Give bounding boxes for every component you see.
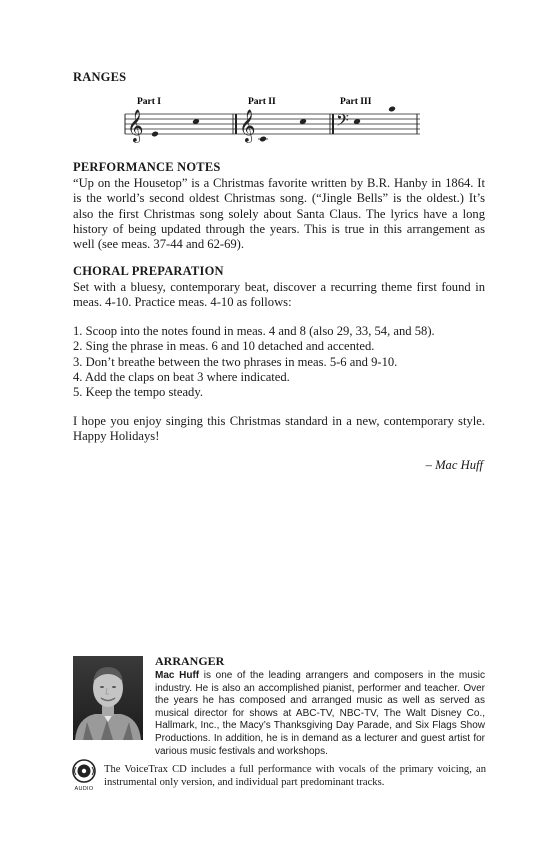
treble-clef-icon: 𝄞 xyxy=(127,109,144,142)
ranges-heading: RANGES xyxy=(73,70,127,84)
arranger-bio-text: is one of the leading arrangers and composers in the music industry. He is also an accomplished pianist, performer and teacher. Over the years he has composed and arranged music as well as served as musical director for shows at ABC-TV, NBC-TV, The Walt Disney Co., Hallmark, Inc., the Macy’s Thanksgiving Day Parade, and Six Flags Show Productions. In addition, he is in demand as a lecturer and guest artist for various music festivals and workshops. xyxy=(155,670,485,757)
performance-notes-text: “Up on the Housetop” is a Christmas favorite written by B.R. Hanby in 1864. It is the world’s second oldest Christmas song. (“Jingle Bells” is the oldest.) It’s also the first Christmas song solely about Santa Claus. The lyrics have a long history of being updated through the years. This is true in this arrangement as well (see meas. 37-44 and 62-69). xyxy=(73,176,485,252)
arranger-bio xyxy=(155,670,485,758)
note-part1-low xyxy=(151,131,159,138)
choral-preparation-intro: Set with a bluesy, contemporary beat, discover a recurring theme first found in meas. 4-10. Practice meas. 4-10 as follows: xyxy=(73,280,485,310)
treble-clef-icon-2: 𝄞 xyxy=(239,109,256,142)
closing-text: I hope you enjoy singing this Christmas standard in a new, contemporary style. Happy Holidays! xyxy=(73,414,485,444)
practice-step: 3. Don’t breathe between the two phrases in meas. 5-6 and 9-10. xyxy=(73,354,398,369)
ranges-staff xyxy=(120,92,425,150)
audio-footnote: The VoiceTrax CD includes a full performance with vocals of the primary voicing, an instrumental only version, and individual part predominant tracks. xyxy=(104,764,486,789)
audio-cd-icon xyxy=(72,759,96,785)
arranger-heading: ARRANGER xyxy=(155,654,225,668)
audio-label: AUDIO xyxy=(74,786,94,792)
practice-step: 2. Sing the phrase in meas. 6 and 10 detached and accented. xyxy=(73,339,375,354)
arranger-photo xyxy=(73,656,143,740)
part-3-label: Part III xyxy=(340,97,372,107)
practice-step: 1. Scoop into the notes found in meas. 4 and 8 (also 29, 33, 54, and 58). xyxy=(73,324,435,338)
practice-step: 5. Keep the tempo steady. xyxy=(73,385,203,400)
arranger-name: Mac Huff xyxy=(155,670,200,681)
bass-clef-icon: 𝄢 xyxy=(336,110,349,134)
signature: – Mac Huff xyxy=(425,458,483,472)
practice-steps-list xyxy=(73,324,485,400)
staff-lines xyxy=(125,114,420,134)
practice-step: 4. Add the claps on beat 3 where indicated. xyxy=(73,369,290,384)
note-part3-high xyxy=(388,106,396,113)
part-1-label: Part I xyxy=(137,97,162,107)
part-2-label: Part II xyxy=(248,97,276,107)
performance-notes-heading: PERFORMANCE NOTES xyxy=(73,160,221,174)
choral-preparation-heading: CHORAL PREPARATION xyxy=(73,264,224,278)
